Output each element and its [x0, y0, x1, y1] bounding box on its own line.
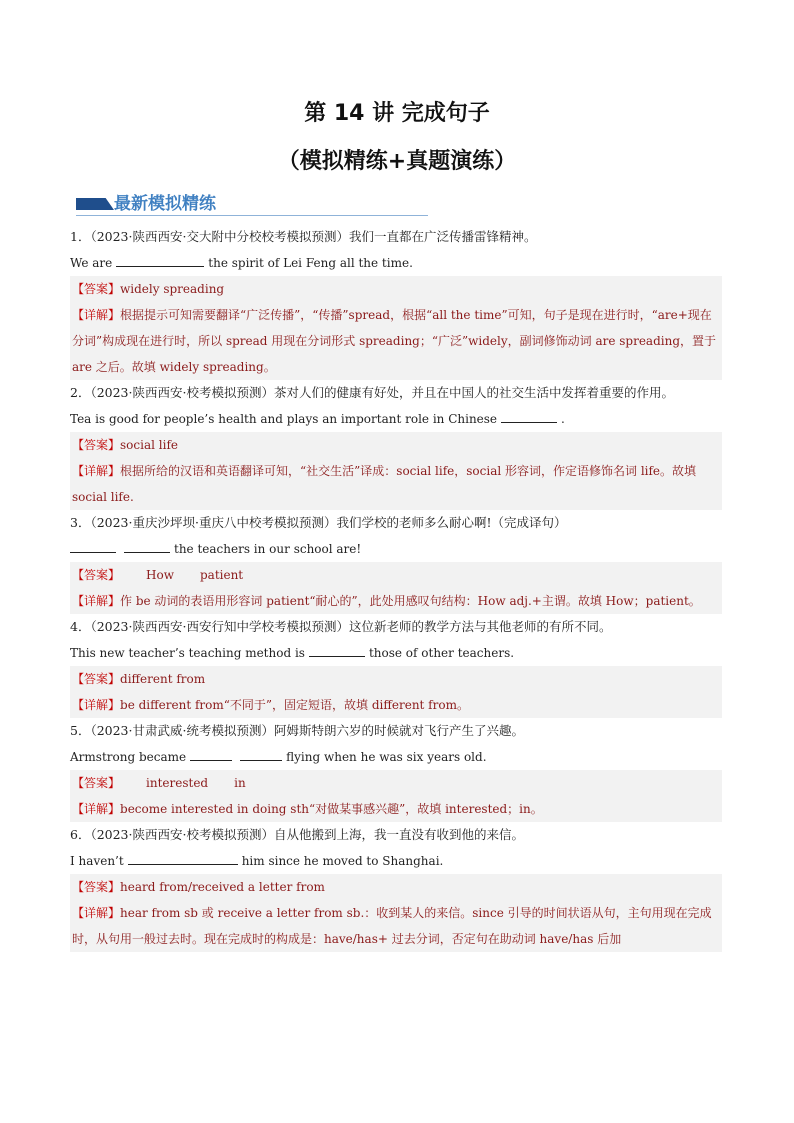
explanation-text: 根据提示可知需要翻译“广泛传播”，“传播”spread，根据“all the time”可知，句子是现在进行时，“are+现在分词”构成现在进行时，所以 spread 用现在分词形式 spreading；“广泛”widely，副词修饰动词 are spreading，置于 are 之后。故填 widely spreading。 — [72, 308, 717, 374]
explanation-row — [70, 900, 722, 952]
explanation-row — [70, 458, 722, 510]
answer-value: How — [146, 568, 174, 582]
answer-tag: 【答案】 — [72, 438, 121, 452]
explanation-text: 作 be 动词的表语用形容词 patient“耐心的”，此处用感叹句结构：How adj.+主谓。故填 How；patient。 — [120, 594, 701, 608]
question-text: 5．（2023·甘肃武威·统考模拟预测）阿姆斯特朗六岁的时候就对飞行产生了兴趣。 — [70, 723, 524, 738]
explanation-text: be different from“不同于”，固定短语，故填 different from。 — [120, 698, 469, 712]
sentence-part: the teachers in our school are! — [174, 542, 362, 556]
answer-row — [70, 874, 722, 900]
answer-value: patient — [199, 568, 244, 582]
sentence-part: I haven’t — [70, 854, 124, 868]
sentence-part: This new teacher’s teaching method is — [70, 646, 305, 660]
english-sentence — [70, 640, 722, 666]
answer-blank — [240, 746, 282, 761]
section-marker-icon — [76, 198, 114, 210]
answer-tag: 【答案】 — [72, 880, 121, 894]
explanation-row — [70, 302, 722, 380]
english-sentence — [70, 848, 722, 874]
section-title: 最新模拟精练 — [114, 194, 216, 214]
answer-blank — [70, 538, 116, 553]
answer-value: social life — [120, 438, 178, 452]
section-header — [76, 192, 428, 216]
section-divider — [76, 215, 428, 216]
english-sentence — [70, 250, 722, 276]
exercise-item-3 — [70, 510, 722, 614]
answer-value: widely spreading — [120, 282, 225, 296]
page-subtitle: （模拟精练+真题演练） — [277, 149, 517, 174]
explain-tag: 【详解】 — [72, 906, 121, 920]
answer-blank — [190, 746, 232, 761]
explain-tag: 【详解】 — [72, 698, 121, 712]
explanation-row — [70, 588, 722, 614]
explanation-text: hear from sb 或 receive a letter from sb.：收到某人的来信。since 引导的时间状语从句，主句用现在完成时，从句用一般过去时。现在完成时的构成是：have/has+ 过去分词，否定句在助动词 have/has 后加 — [72, 906, 712, 946]
exercise-item-5 — [70, 718, 722, 822]
answer-blank — [309, 642, 365, 657]
answer-value: different from — [120, 672, 206, 686]
answer-tag: 【答案】 — [72, 672, 121, 686]
answer-value: in — [234, 776, 246, 790]
page-title: 第 14 讲 完成句子 — [304, 101, 490, 126]
sentence-part: the spirit of Lei Feng all the time. — [208, 256, 413, 270]
answer-blank — [124, 538, 170, 553]
explain-tag: 【详解】 — [72, 308, 121, 322]
sentence-part: him since he moved to Shanghai. — [241, 854, 444, 868]
explain-tag: 【详解】 — [72, 464, 121, 478]
exercise-list — [70, 224, 722, 952]
explain-tag: 【详解】 — [72, 594, 121, 608]
question-text: 2．（2023·陕西西安·校考模拟预测）茶对人们的健康有好处，并且在中国人的社交生活中发挥着重要的作用。 — [70, 385, 674, 400]
answer-row — [70, 276, 722, 302]
answer-row — [70, 432, 722, 458]
answer-tag: 【答案】 — [72, 776, 121, 790]
answer-value: heard from/received a letter from — [120, 880, 325, 894]
explanation-row — [70, 692, 722, 718]
exercise-item-2 — [70, 380, 722, 510]
sentence-part: . — [561, 412, 565, 426]
english-sentence — [70, 406, 722, 432]
exercise-item-6 — [70, 822, 722, 952]
question-text: 3．（2023·重庆沙坪坝·重庆八中校考模拟预测）我们学校的老师多么耐心啊!（完成译句） — [70, 515, 567, 530]
question-text: 1．（2023·陕西西安·交大附中分校校考模拟预测）我们一直都在广泛传播雷锋精神。 — [70, 229, 537, 244]
sentence-part: those of other teachers. — [368, 646, 515, 660]
explanation-text: 根据所给的汉语和英语翻译可知，“社交生活”译成：social life，social 形容词，作定语修饰名词 life。故填 social life. — [72, 464, 697, 504]
answer-row — [70, 666, 722, 692]
answer-blank — [501, 408, 557, 423]
answer-row — [70, 770, 722, 796]
answer-blank — [116, 252, 204, 267]
sentence-part: flying when he was six years old. — [286, 750, 487, 764]
answer-value: interested — [146, 776, 209, 790]
answer-row — [70, 562, 722, 588]
explanation-row — [70, 796, 722, 822]
explanation-text: become interested in doing sth“对做某事感兴趣”，故填 interested；in。 — [120, 802, 543, 816]
answer-tag: 【答案】 — [72, 282, 121, 296]
exercise-item-4 — [70, 614, 722, 718]
exercise-item-1 — [70, 224, 722, 380]
question-text: 6．（2023·陕西西安·校考模拟预测）自从他搬到上海，我一直没有收到他的来信。 — [70, 827, 524, 842]
sentence-part: Tea is good for people’s health and plays an important role in Chinese — [70, 412, 498, 426]
english-sentence — [70, 536, 722, 562]
sentence-part: Armstrong became — [70, 750, 187, 764]
answer-blank — [128, 850, 238, 865]
english-sentence — [70, 744, 722, 770]
explain-tag: 【详解】 — [72, 802, 121, 816]
answer-tag: 【答案】 — [72, 568, 121, 582]
question-text: 4．（2023·陕西西安·西安行知中学校考模拟预测）这位新老师的教学方法与其他老师的有所不同。 — [70, 619, 612, 634]
sentence-part: We are — [70, 256, 113, 270]
